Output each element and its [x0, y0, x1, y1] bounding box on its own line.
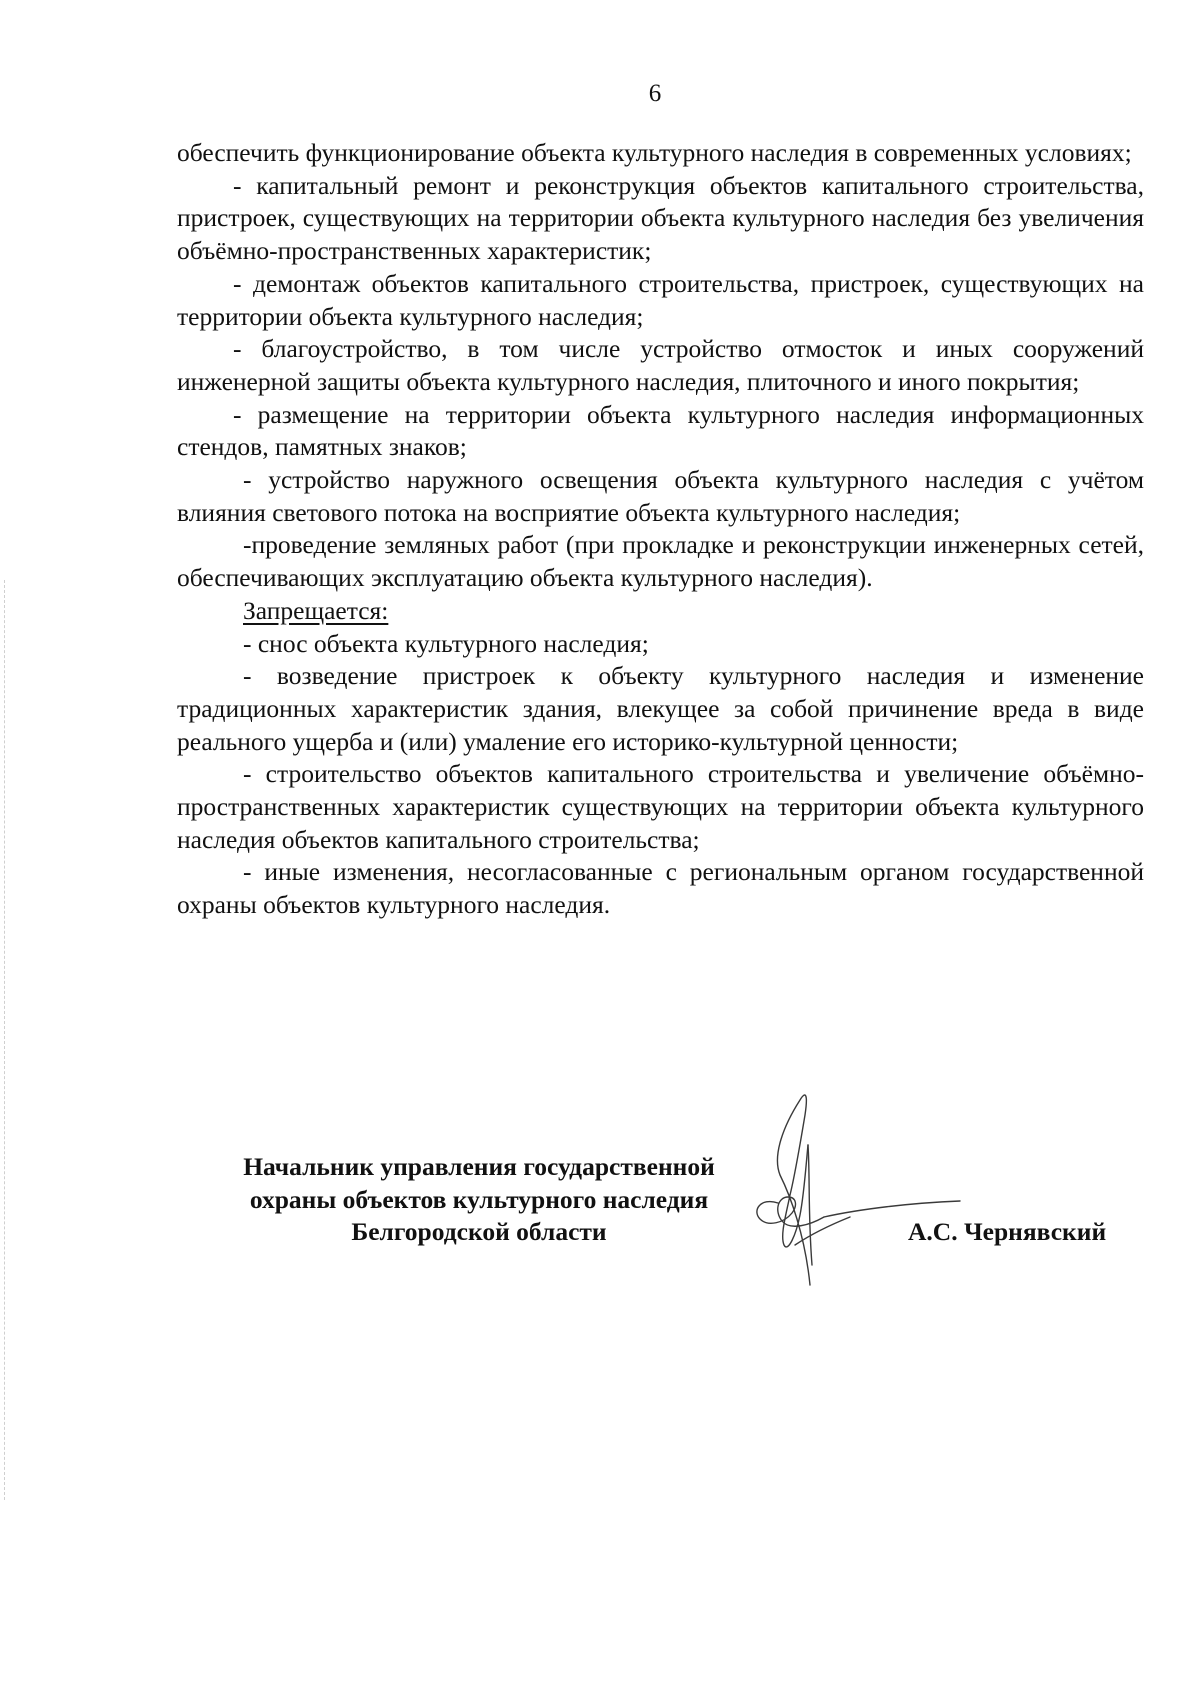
prohibited-heading — [177, 595, 1144, 628]
handwritten-signature-icon — [750, 1085, 980, 1305]
document-body — [177, 137, 1144, 922]
paragraph-7: -проведение земляных работ (при прокладке и реконструкции инженерных сетей, обеспечивающих эксплуатацию объекта культурного наследия). — [177, 530, 1144, 593]
prohibited-heading-text: Запрещается: — [243, 595, 389, 625]
signer-position — [205, 1151, 753, 1249]
scan-edge-mark — [4, 580, 5, 1500]
paragraph-10: - возведение пристроек к объекту культурного наследия и изменение традиционных характеристик здания, влекущее за собой причинение вреда в виде реального ущерба и (или) умаление его историко-культурной ценности; — [177, 661, 1144, 756]
paragraph-12: - иные изменения, несогласованные с региональным органом государственной охраны объектов культурного наследия. — [177, 857, 1144, 920]
paragraph-1: обеспечить функционирование объекта культурного наследия в современных условиях; — [177, 138, 1132, 167]
page-number: 6 — [648, 80, 662, 107]
paragraph-5: - размещение на территории объекта культурного наследия информационных стендов, памятных знаков; — [177, 399, 1144, 462]
signer-name: А.С. Чернявский — [908, 1217, 1107, 1246]
paragraph-4: - благоустройство, в том числе устройство отмосток и иных сооружений инженерной защиты объекта культурного наследия, плиточного и иного покрытия; — [177, 334, 1144, 396]
paragraph-3: - демонтаж объектов капитального строительства, пристроек, существующих на территории объекта культурного наследия; — [177, 268, 1144, 331]
signer-position-line-3: Белгородской области — [351, 1217, 607, 1246]
paragraph-6: - устройство наружного освещения объекта культурного наследия с учётом влияния светового потока на восприятие объекта культурного наследия; — [177, 465, 1144, 527]
paragraph-2: - капитальный ремонт и реконструкция объектов капитального строительства, пристроек, существующих на территории объекта культурного наследия без увеличения объёмно-пространственных характеристик; — [177, 170, 1144, 266]
paragraph-9: - снос объекта культурного наследия; — [243, 628, 649, 658]
signer-position-line-2: охраны объектов культурного наследия — [249, 1184, 709, 1214]
signer-position-line-1: Начальник управления государственной — [243, 1152, 715, 1181]
paragraph-11: - строительство объектов капитального строительства и увеличение объёмно-пространственных характеристик существующих на территории объекта культурного наследия объектов капитального строительства; — [177, 759, 1144, 854]
